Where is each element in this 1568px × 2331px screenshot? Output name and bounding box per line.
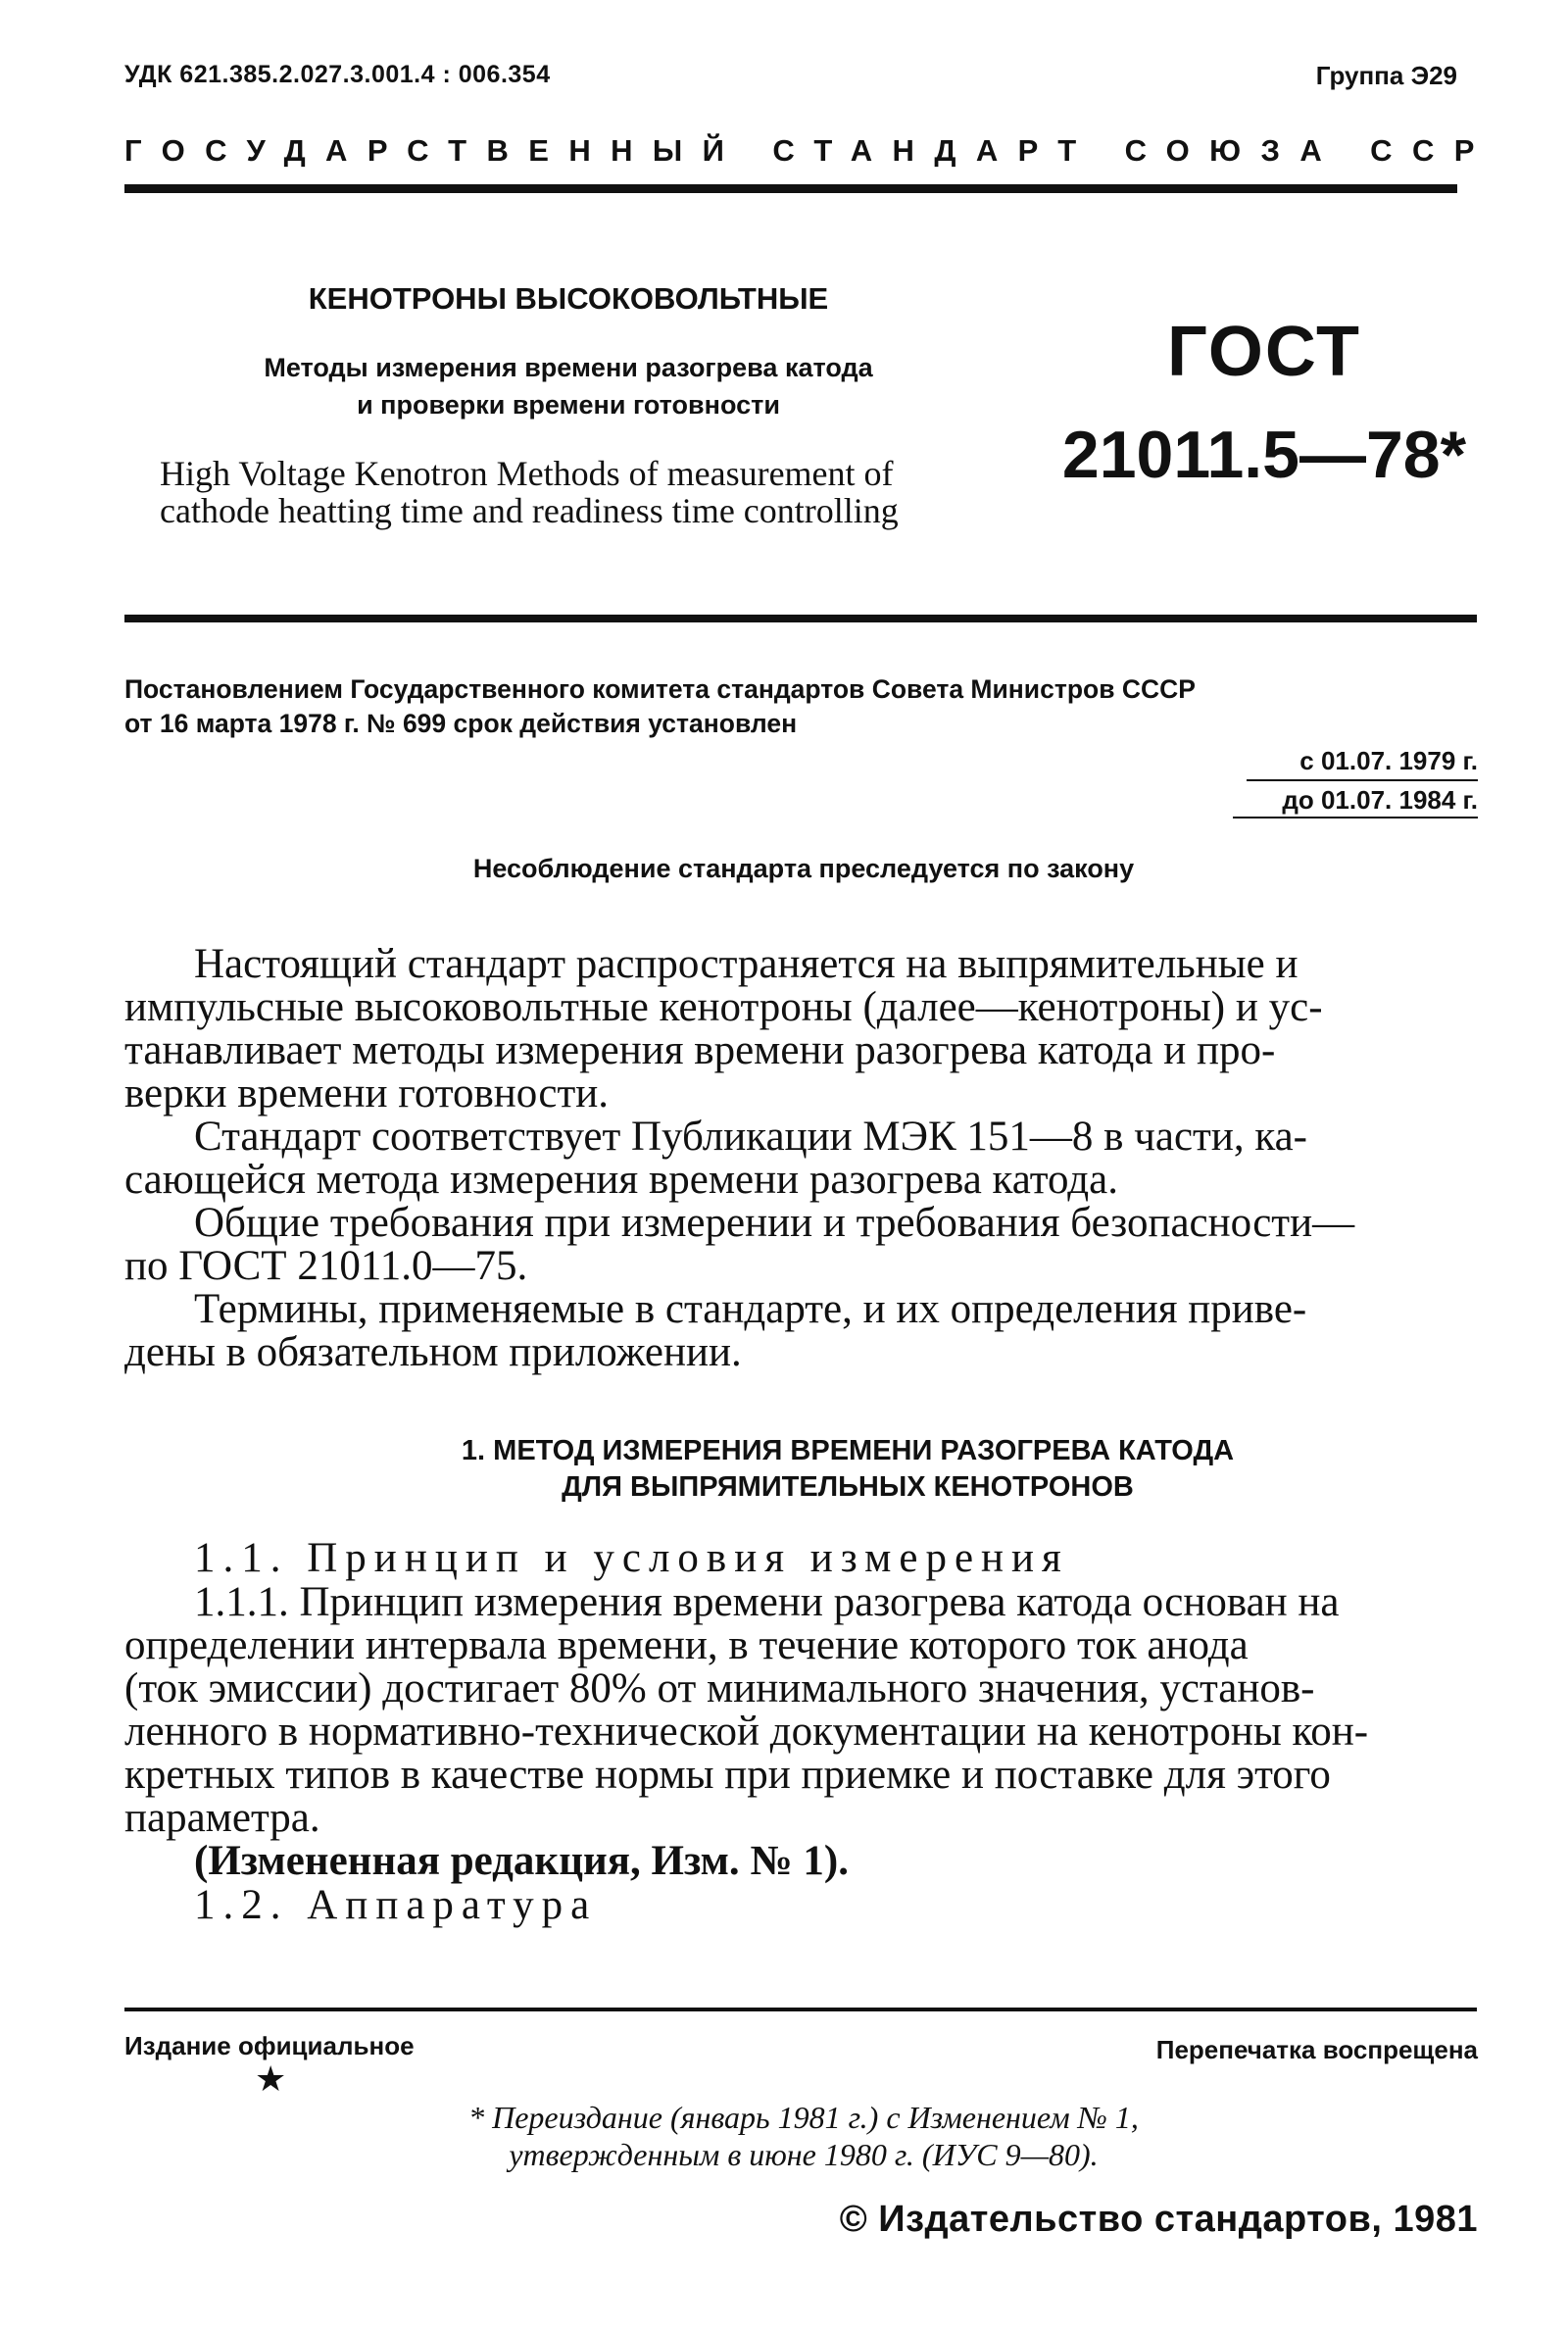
header-thick-rule xyxy=(124,184,1457,193)
intro-line: дены в обязательном приложении. xyxy=(124,1329,742,1375)
validity-to-date: до 01.07. 1984 г. xyxy=(1282,785,1478,815)
clause-1-2-title: 1.2. Аппаратура xyxy=(194,1882,598,1928)
section-1-heading-line-1: 1. МЕТОД ИЗМЕРЕНИЯ ВРЕМЕНИ РАЗОГРЕВА КАТОДА xyxy=(461,1435,1235,1466)
intro-line: сающейся метода измерения времени разогрева катода. xyxy=(124,1157,1118,1203)
clause-1-1-1-line: параметра. xyxy=(124,1795,320,1841)
clause-1-1-title: 1.1. Принцип и условия измерения xyxy=(194,1535,1069,1581)
english-title-line-1: High Voltage Kenotron Methods of measurement of xyxy=(160,454,894,493)
reprint-prohibited-label: Перепечатка воспрещена xyxy=(1155,2035,1478,2064)
intro-line: Настоящий стандарт распространяется на выпрямительные и xyxy=(194,941,1298,987)
reissue-note-line-1: * Переиздание (январь 1981 г.) с Изменением № 1, xyxy=(468,2100,1139,2135)
intro-line: Термины, применяемые в стандарте, и их определения приве- xyxy=(194,1286,1307,1332)
violation-notice: Несоблюдение стандарта преследуется по закону xyxy=(472,854,1135,883)
official-edition-label: Издание официальное xyxy=(124,2031,415,2060)
decree-line-2: от 16 марта 1978 г. № 699 срок действия установлен xyxy=(124,709,798,738)
clause-1-1-1-line: определении интервала времени, в течение которого ток анода xyxy=(124,1622,1249,1668)
copyright-notice: © Издательство стандартов, 1981 xyxy=(839,2199,1478,2240)
group-code: Группа Э29 xyxy=(1315,61,1457,90)
gost-number: 21011.5—78* xyxy=(1061,418,1467,492)
reissue-note-line-2: утвержденным в июне 1980 г. (ИУС 9—80). xyxy=(509,2137,1099,2172)
decree-line-1: Постановлением Государственного комитета стандартов Совета Министров СССР xyxy=(124,674,1196,704)
intro-line: Стандарт соответствует Публикации МЭК 151—8 в части, ка- xyxy=(194,1114,1307,1160)
clause-1-1-1-line: кретных типов в качестве нормы при приемке и поставке для этого xyxy=(124,1752,1331,1798)
validity-to-underline xyxy=(1233,817,1478,818)
udk-code: УДК 621.385.2.027.3.001.4 : 006.354 xyxy=(124,61,551,88)
state-standard-banner: ГОСУДАРСТВЕННЫЙ СТАНДАРТ СОЮЗА ССР xyxy=(124,133,1494,168)
document-subtitle-line-2: и проверки времени готовности xyxy=(357,390,780,420)
intro-line: Общие требования при измерении и требования безопасности— xyxy=(194,1200,1355,1246)
validity-from-underline xyxy=(1247,779,1478,781)
footer-rule xyxy=(124,2008,1477,2011)
intro-line: импульсные высоковольтные кенотроны (далее—кенотроны) и ус- xyxy=(124,984,1323,1030)
star-icon: ★ xyxy=(255,2058,287,2099)
document-subtitle-line-1: Методы измерения времени разогрева катода xyxy=(264,353,873,382)
amendment-note: (Измененная редакция, Изм. № 1). xyxy=(194,1838,849,1884)
intro-line: танавливает методы измерения времени разогрева катода и про- xyxy=(124,1027,1276,1073)
clause-1-1-1-line: 1.1.1. Принцип измерения времени разогрева катода основан на xyxy=(194,1579,1340,1625)
gost-label: ГОСТ xyxy=(1166,313,1362,391)
section-1-heading-line-2: ДЛЯ ВЫПРЯМИТЕЛЬНЫХ КЕНОТРОНОВ xyxy=(562,1471,1134,1503)
intro-line: верки времени готовности. xyxy=(124,1070,609,1116)
clause-1-1-1-line: (ток эмиссии) достигает 80% от минимального значения, установ- xyxy=(124,1665,1315,1711)
title-thick-rule xyxy=(124,615,1477,622)
intro-line: по ГОСТ 21011.0—75. xyxy=(124,1243,528,1289)
validity-from-date: с 01.07. 1979 г. xyxy=(1299,746,1478,775)
clause-1-1-1-line: ленного в нормативно-технической документации на кенотроны кон- xyxy=(124,1709,1369,1755)
english-title-line-2: cathode heatting time and readiness time controlling xyxy=(160,491,899,530)
document-title: КЕНОТРОНЫ ВЫСОКОВОЛЬТНЫЕ xyxy=(308,281,829,316)
